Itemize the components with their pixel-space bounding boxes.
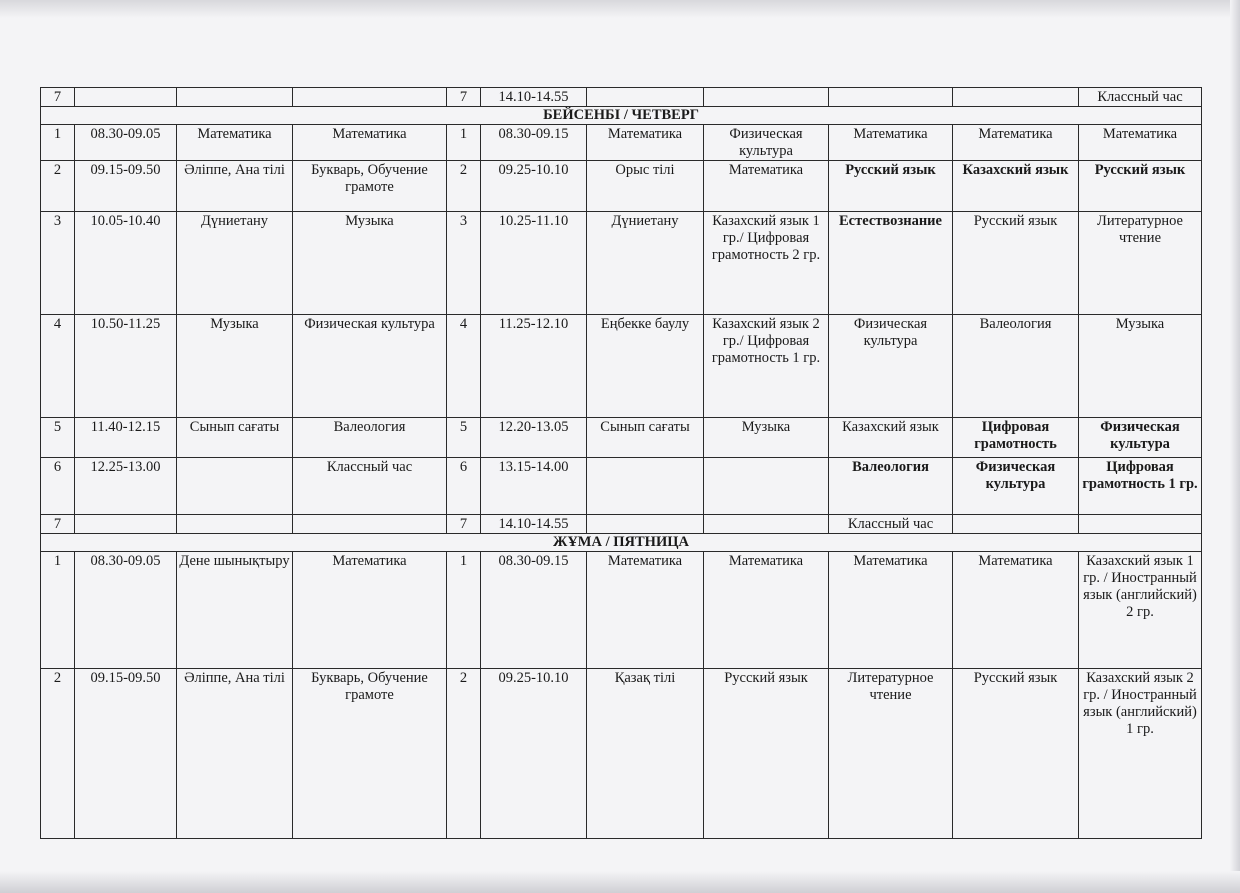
page-right-shadow — [1230, 0, 1240, 893]
subject-cell — [177, 515, 293, 534]
subject-cell — [177, 458, 293, 515]
lesson-number-right: 7 — [447, 515, 481, 534]
lesson-number-right: 1 — [447, 125, 481, 161]
subject-cell: Музыка — [704, 418, 829, 458]
subject-cell: Физическая культура — [704, 125, 829, 161]
lesson-number-right: 4 — [447, 315, 481, 418]
subject-cell — [953, 88, 1079, 107]
time-slot-left: 09.15-09.50 — [75, 669, 177, 839]
subject-cell: Казахский язык 1 гр./ Цифровая грамотность 2 гр. — [704, 212, 829, 315]
subject-cell: Музыка — [293, 212, 447, 315]
time-slot-right: 10.25-11.10 — [481, 212, 587, 315]
subject-cell: Русский язык — [953, 212, 1079, 315]
subject-cell: Казахский язык — [829, 418, 953, 458]
time-slot-right: 12.20-13.05 — [481, 418, 587, 458]
schedule-row — [41, 458, 1202, 515]
subject-cell — [704, 88, 829, 107]
subject-cell: Букварь, Обучение грамоте — [293, 161, 447, 212]
subject-cell — [177, 88, 293, 107]
lesson-number-right: 2 — [447, 669, 481, 839]
schedule-row — [41, 418, 1202, 458]
lesson-number-left: 7 — [41, 515, 75, 534]
schedule-row — [41, 125, 1202, 161]
subject-cell: Математика — [587, 552, 704, 669]
schedule-row — [41, 552, 1202, 669]
time-slot-right: 14.10-14.55 — [481, 88, 587, 107]
subject-cell: Классный час — [829, 515, 953, 534]
subject-cell: Еңбекке баулу — [587, 315, 704, 418]
subject-cell: Букварь, Обучение грамоте — [293, 669, 447, 839]
lesson-number-right: 2 — [447, 161, 481, 212]
lesson-number-right: 3 — [447, 212, 481, 315]
schedule-row — [41, 88, 1202, 107]
subject-cell: Русский язык — [704, 669, 829, 839]
subject-cell — [293, 88, 447, 107]
subject-cell: Цифровая грамотность — [953, 418, 1079, 458]
schedule-row — [41, 161, 1202, 212]
lesson-number-left: 5 — [41, 418, 75, 458]
schedule-body — [41, 88, 1202, 839]
subject-cell: Классный час — [293, 458, 447, 515]
time-slot-right: 09.25-10.10 — [481, 669, 587, 839]
lesson-number-left: 6 — [41, 458, 75, 515]
schedule-table — [40, 87, 1202, 839]
page-bottom-shadow — [0, 871, 1240, 893]
time-slot-right: 11.25-12.10 — [481, 315, 587, 418]
subject-cell: Әліппе, Ана тілі — [177, 161, 293, 212]
lesson-number-left: 7 — [41, 88, 75, 107]
lesson-number-left: 3 — [41, 212, 75, 315]
subject-cell: Дүниетану — [587, 212, 704, 315]
subject-cell: Математика — [829, 125, 953, 161]
subject-cell: Валеология — [829, 458, 953, 515]
subject-cell — [1079, 515, 1202, 534]
lesson-number-left: 1 — [41, 552, 75, 669]
subject-cell — [829, 88, 953, 107]
subject-cell — [704, 458, 829, 515]
subject-cell: Русский язык — [829, 161, 953, 212]
subject-cell — [587, 88, 704, 107]
subject-cell: Цифровая грамотность 1 гр. — [1079, 458, 1202, 515]
schedule-row — [41, 315, 1202, 418]
subject-cell: Литературное чтение — [829, 669, 953, 839]
time-slot-left: 12.25-13.00 — [75, 458, 177, 515]
subject-cell: Казахский язык — [953, 161, 1079, 212]
subject-cell: Математика — [704, 161, 829, 212]
day-header-row — [41, 107, 1202, 125]
subject-cell: Математика — [829, 552, 953, 669]
schedule-row — [41, 669, 1202, 839]
subject-cell: Валеология — [293, 418, 447, 458]
subject-cell: Қазақ тілі — [587, 669, 704, 839]
subject-cell: Физическая культура — [953, 458, 1079, 515]
lesson-number-right: 5 — [447, 418, 481, 458]
day-title: ЖҰМА / ПЯТНИЦА — [41, 534, 1202, 552]
day-header-row — [41, 534, 1202, 552]
subject-cell: Казахский язык 2 гр./ Цифровая грамотность 1 гр. — [704, 315, 829, 418]
subject-cell: Математика — [587, 125, 704, 161]
time-slot-left — [75, 88, 177, 107]
time-slot-left: 08.30-09.05 — [75, 125, 177, 161]
subject-cell: Математика — [293, 552, 447, 669]
subject-cell: Әліппе, Ана тілі — [177, 669, 293, 839]
subject-cell — [953, 515, 1079, 534]
time-slot-left: 08.30-09.05 — [75, 552, 177, 669]
subject-cell: Математика — [953, 125, 1079, 161]
subject-cell — [587, 458, 704, 515]
subject-cell: Математика — [177, 125, 293, 161]
lesson-number-left: 2 — [41, 161, 75, 212]
time-slot-right: 14.10-14.55 — [481, 515, 587, 534]
subject-cell: Дене шынықтыру — [177, 552, 293, 669]
subject-cell: Физическая культура — [829, 315, 953, 418]
subject-cell: Казахский язык 2 гр. / Иностранный язык (английский) 1 гр. — [1079, 669, 1202, 839]
time-slot-right: 08.30-09.15 — [481, 125, 587, 161]
schedule-row — [41, 515, 1202, 534]
lesson-number-left: 4 — [41, 315, 75, 418]
subject-cell: Русский язык — [953, 669, 1079, 839]
subject-cell: Математика — [953, 552, 1079, 669]
time-slot-left: 11.40-12.15 — [75, 418, 177, 458]
subject-cell: Математика — [1079, 125, 1202, 161]
subject-cell: Казахский язык 1 гр. / Иностранный язык (английский) 2 гр. — [1079, 552, 1202, 669]
lesson-number-left: 2 — [41, 669, 75, 839]
time-slot-left: 10.50-11.25 — [75, 315, 177, 418]
lesson-number-right: 1 — [447, 552, 481, 669]
subject-cell: Русский язык — [1079, 161, 1202, 212]
time-slot-left — [75, 515, 177, 534]
subject-cell: Валеология — [953, 315, 1079, 418]
subject-cell: Сынып сағаты — [587, 418, 704, 458]
page-top-shadow — [0, 0, 1240, 18]
subject-cell: Литературное чтение — [1079, 212, 1202, 315]
time-slot-right: 08.30-09.15 — [481, 552, 587, 669]
subject-cell: Сынып сағаты — [177, 418, 293, 458]
subject-cell: Дүниетану — [177, 212, 293, 315]
time-slot-left: 09.15-09.50 — [75, 161, 177, 212]
lesson-number-right: 6 — [447, 458, 481, 515]
subject-cell: Музыка — [177, 315, 293, 418]
lesson-number-right: 7 — [447, 88, 481, 107]
subject-cell — [587, 515, 704, 534]
time-slot-right: 09.25-10.10 — [481, 161, 587, 212]
subject-cell: Классный час — [1079, 88, 1202, 107]
subject-cell — [293, 515, 447, 534]
subject-cell: Математика — [293, 125, 447, 161]
subject-cell: Физическая культура — [293, 315, 447, 418]
day-title: БЕЙСЕНБІ / ЧЕТВЕРГ — [41, 107, 1202, 125]
subject-cell: Математика — [704, 552, 829, 669]
time-slot-left: 10.05-10.40 — [75, 212, 177, 315]
lesson-number-left: 1 — [41, 125, 75, 161]
subject-cell — [704, 515, 829, 534]
subject-cell: Естествознание — [829, 212, 953, 315]
subject-cell: Физическая культура — [1079, 418, 1202, 458]
time-slot-right: 13.15-14.00 — [481, 458, 587, 515]
subject-cell: Орыс тілі — [587, 161, 704, 212]
schedule-row — [41, 212, 1202, 315]
subject-cell: Музыка — [1079, 315, 1202, 418]
